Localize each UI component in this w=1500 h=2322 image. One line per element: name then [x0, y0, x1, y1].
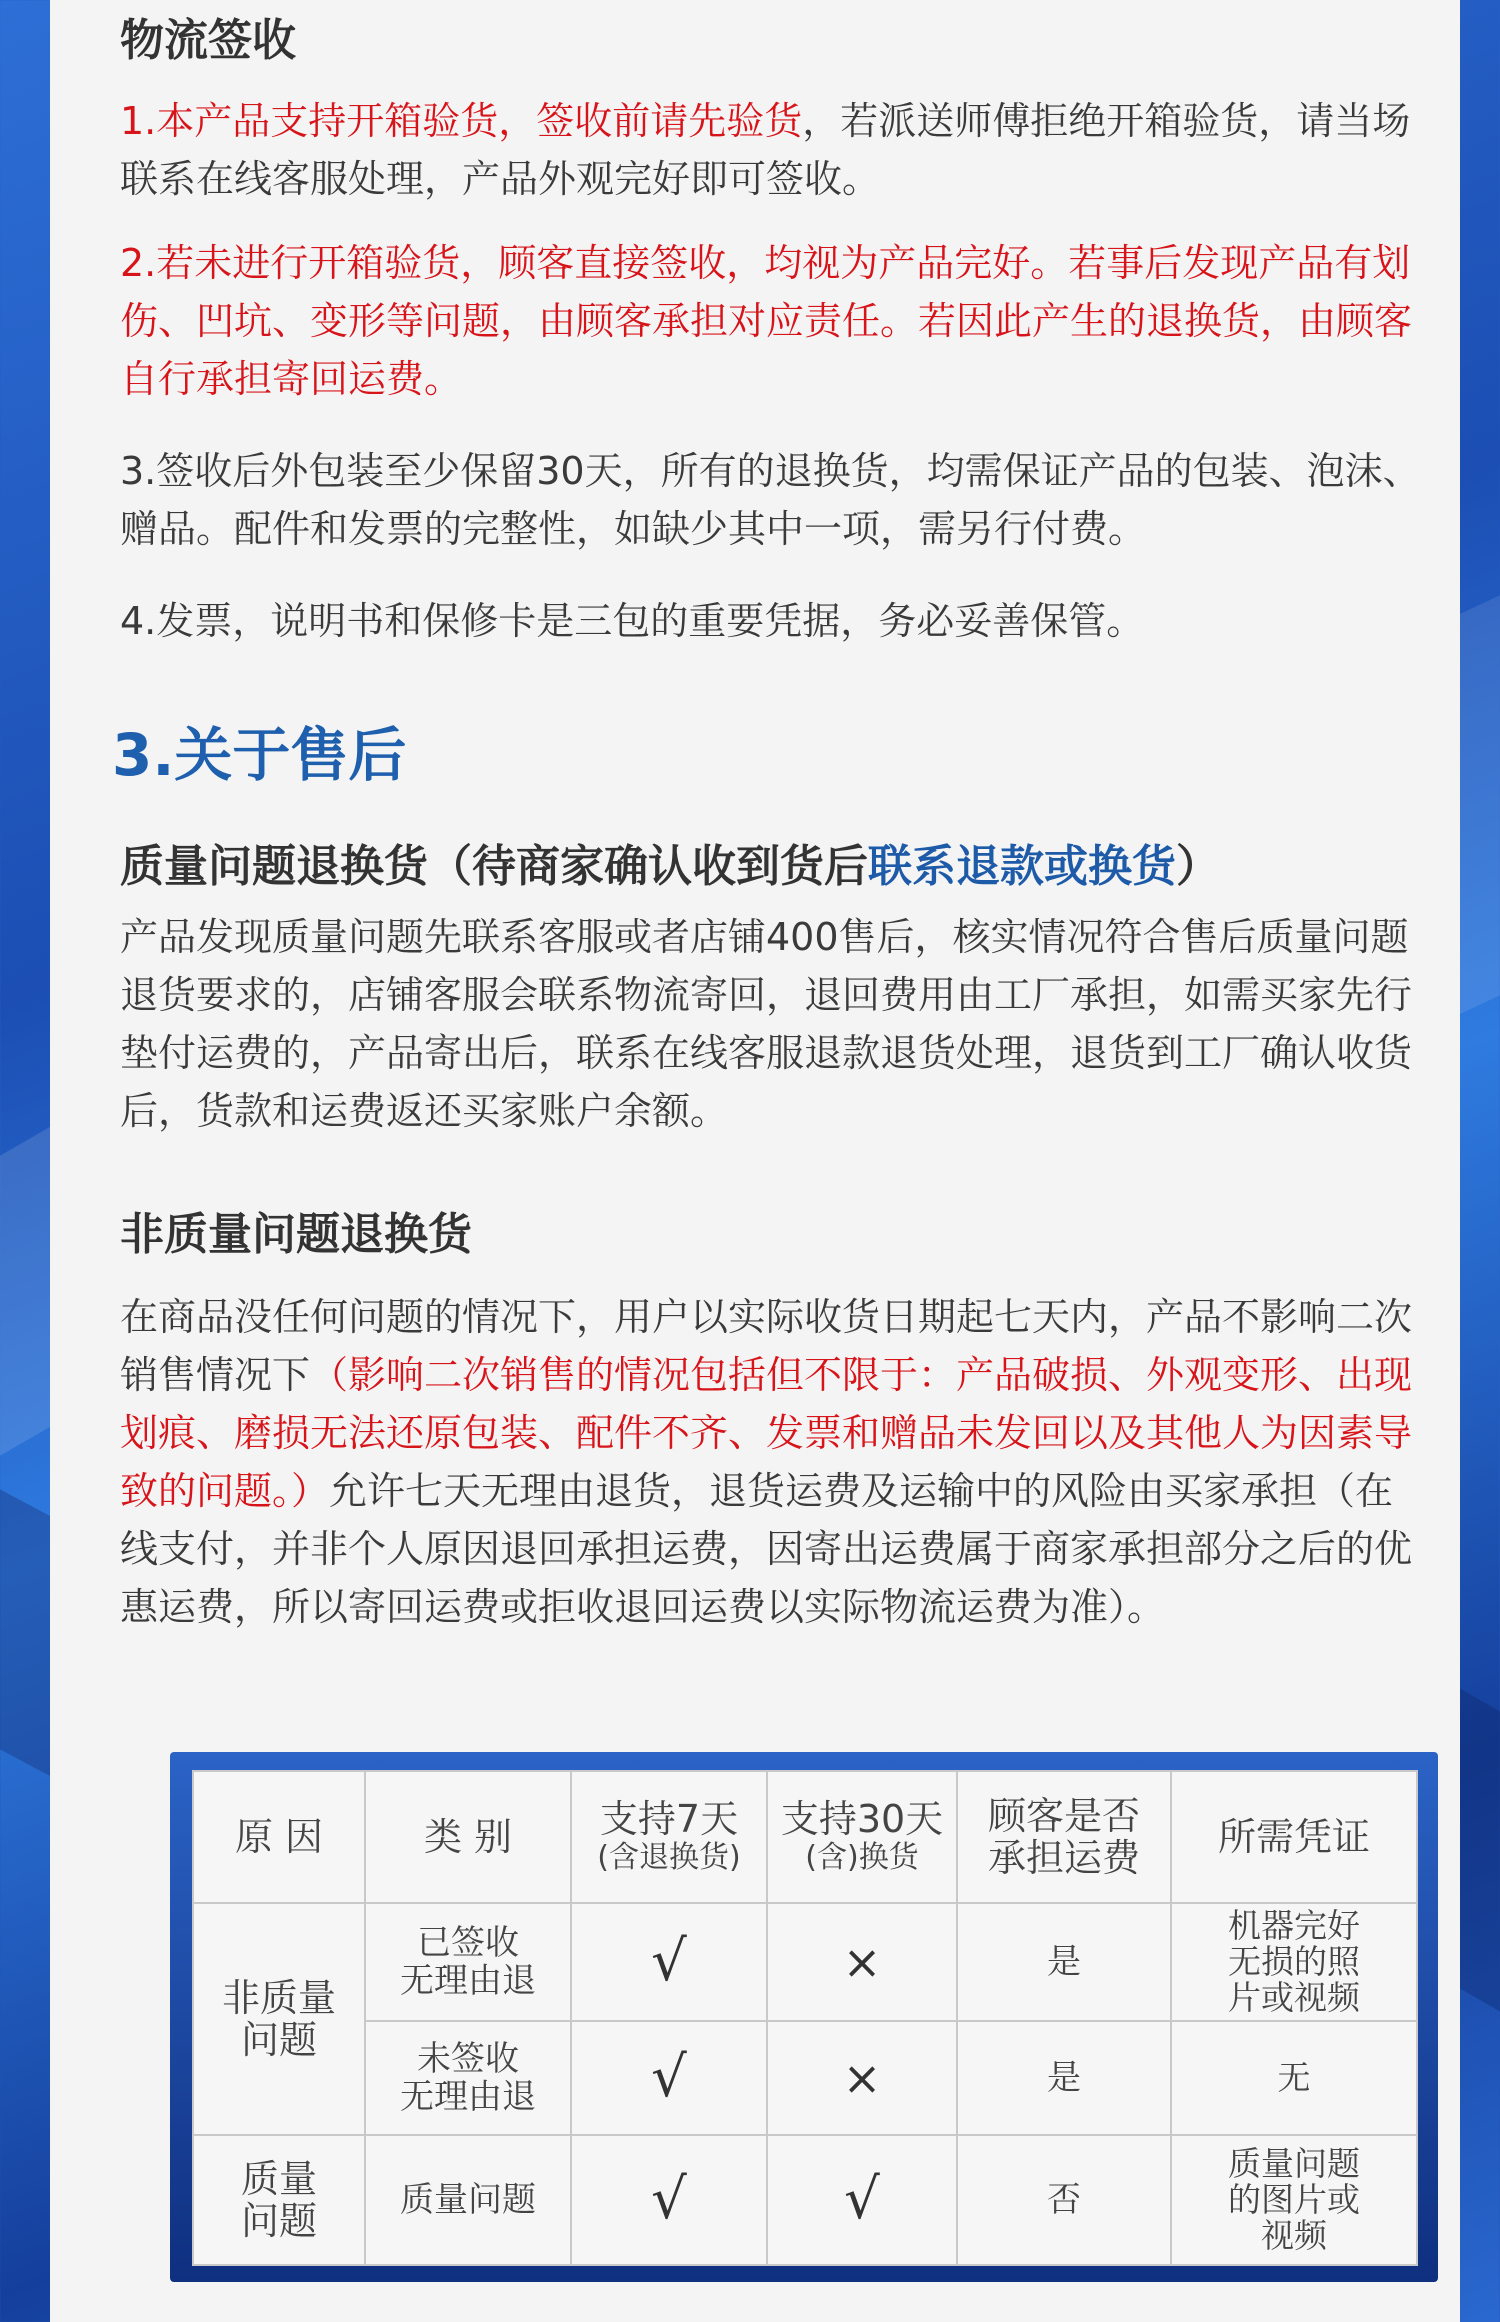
nonquality-return-title: 非质量问题退换货	[120, 1209, 472, 1260]
logistics-item-1	[120, 92, 1440, 208]
category-quality: 质量问题	[365, 2135, 571, 2265]
header-shipping	[957, 1771, 1171, 1903]
proof-line3: 片或视频	[1228, 1978, 1360, 2017]
category-line2: 无理由退	[400, 1961, 536, 2001]
group-quality	[193, 2135, 365, 2265]
shipping-cell: 是	[957, 1903, 1171, 2021]
quality-return-title-main: 质量问题退换货（待商家确认收到货后	[120, 841, 868, 892]
shipping-cell: 是	[957, 2021, 1171, 2135]
after-sales-heading: 3.关于售后	[112, 721, 407, 789]
table-row	[193, 2021, 1417, 2135]
nonquality-return-text-a: 在商品没任何问题的情况下，用户以实际收货日期起七天内，产品不影响二次销售情况下	[120, 1295, 1413, 1397]
header-30-day	[767, 1771, 957, 1903]
header-30-day-sub: (含)换货	[805, 1840, 919, 1875]
header-7-day-sub: (含退换货)	[597, 1840, 741, 1875]
logistics-item-4: 4.发票，说明书和保修卡是三包的重要凭据，务必妥善保管。	[120, 599, 1145, 643]
category-unsigned	[365, 2021, 571, 2135]
cross-mark: ×	[767, 1903, 957, 2021]
quality-return-title	[120, 830, 1220, 894]
check-mark: √	[571, 2021, 767, 2135]
category-signed	[365, 1903, 571, 2021]
logistics-item-3: 3.签收后外包装至少保留30天，所有的退换货，均需保证产品的包装、泡沫、赠品。配件和发票的完整性，如缺少其中一项，需另行付费。	[120, 449, 1421, 551]
group-nonquality	[193, 1903, 365, 2135]
logistics-title: 物流签收	[120, 15, 296, 66]
check-mark: √	[767, 2135, 957, 2265]
quality-return-title-close: ）	[1176, 841, 1220, 892]
header-shipping-line1: 顾客是否	[987, 1794, 1140, 1838]
after-sales-table-frame	[170, 1752, 1438, 2282]
header-reason: 原 因	[193, 1771, 365, 1903]
category-line1: 已签收	[417, 1923, 519, 1963]
proof-cell: 无	[1171, 2021, 1417, 2135]
proof-cell	[1171, 2135, 1417, 2265]
table-header-row	[193, 1771, 1417, 1903]
logistics-item-1-highlight: 1.本产品支持开箱验货，签收前请先验货	[120, 99, 803, 143]
cross-mark: ×	[767, 2021, 957, 2135]
check-mark: √	[571, 2135, 767, 2265]
nonquality-return-text-b: 允许七天无理由退货，退货运费及运输中的风险由买家承担（在线支付，并非个人原因退回承担运费，因寄出运费属于商家承担部分之后的优惠运费，所以寄回运费或拒收退回运费以实际物流运费为准）。	[120, 1469, 1413, 1629]
after-sales-table	[192, 1770, 1418, 2266]
category-line1: 未签收	[417, 2039, 519, 2079]
group-quality-line1: 质量	[240, 2157, 317, 2201]
proof-line2: 无损的照	[1228, 1942, 1360, 1981]
proof-line3: 视频	[1261, 2216, 1327, 2255]
after-sales-table-panel	[192, 1770, 1416, 2264]
category-line2: 无理由退	[400, 2077, 536, 2117]
nonquality-return-body	[120, 1288, 1420, 1636]
header-30-day-main: 支持30天	[780, 1797, 944, 1841]
proof-cell	[1171, 1903, 1417, 2021]
quality-return-title-highlight: 联系退款或换货	[868, 841, 1176, 892]
nonquality-return-highlight: （影响二次销售的情况包括但不限于：产品破损、外观变形、出现划痕、磨损无法还原包装、配件不齐、发票和赠品未发回以及其他人为因素导致的问题。）	[120, 1353, 1413, 1513]
quality-return-body: 产品发现质量问题先联系客服或者店铺400售后，核实情况符合售后质量问题退货要求的，店铺客服会联系物流寄回，退回费用由工厂承担，如需买家先行垫付运费的，产品寄出后，联系在线客服退款退货处理，退货到工厂确认收货后，货款和运费返还买家账户余额。	[120, 915, 1413, 1133]
group-quality-line2: 问题	[240, 2199, 317, 2243]
header-shipping-line2: 承担运费	[987, 1836, 1140, 1880]
content-panel	[50, 0, 1460, 2322]
header-7-day-main: 支持7天	[599, 1797, 739, 1841]
group-nonquality-line1: 非质量	[221, 1976, 336, 2020]
header-category: 类 别	[365, 1771, 571, 1903]
table-row	[193, 1903, 1417, 2021]
header-7-day	[571, 1771, 767, 1903]
proof-line2: 的图片或	[1228, 2180, 1360, 2219]
table-row	[193, 2135, 1417, 2265]
header-proof: 所需凭证	[1171, 1771, 1417, 1903]
proof-line1: 机器完好	[1228, 1906, 1360, 1945]
logistics-item-2: 2.若未进行开箱验货，顾客直接签收，均视为产品完好。若事后发现产品有划伤、凹坑、变形等问题，由顾客承担对应责任。若因此产生的退换货，由顾客自行承担寄回运费。	[120, 241, 1413, 401]
logistics-item-1-text: ，若派送师傅拒绝开箱验货，请当场联系在线客服处理，产品外观完好即可签收。	[120, 99, 1411, 201]
shipping-cell: 否	[957, 2135, 1171, 2265]
check-mark: √	[571, 1903, 767, 2021]
group-nonquality-line2: 问题	[240, 2018, 317, 2062]
proof-line1: 质量问题	[1228, 2144, 1360, 2183]
